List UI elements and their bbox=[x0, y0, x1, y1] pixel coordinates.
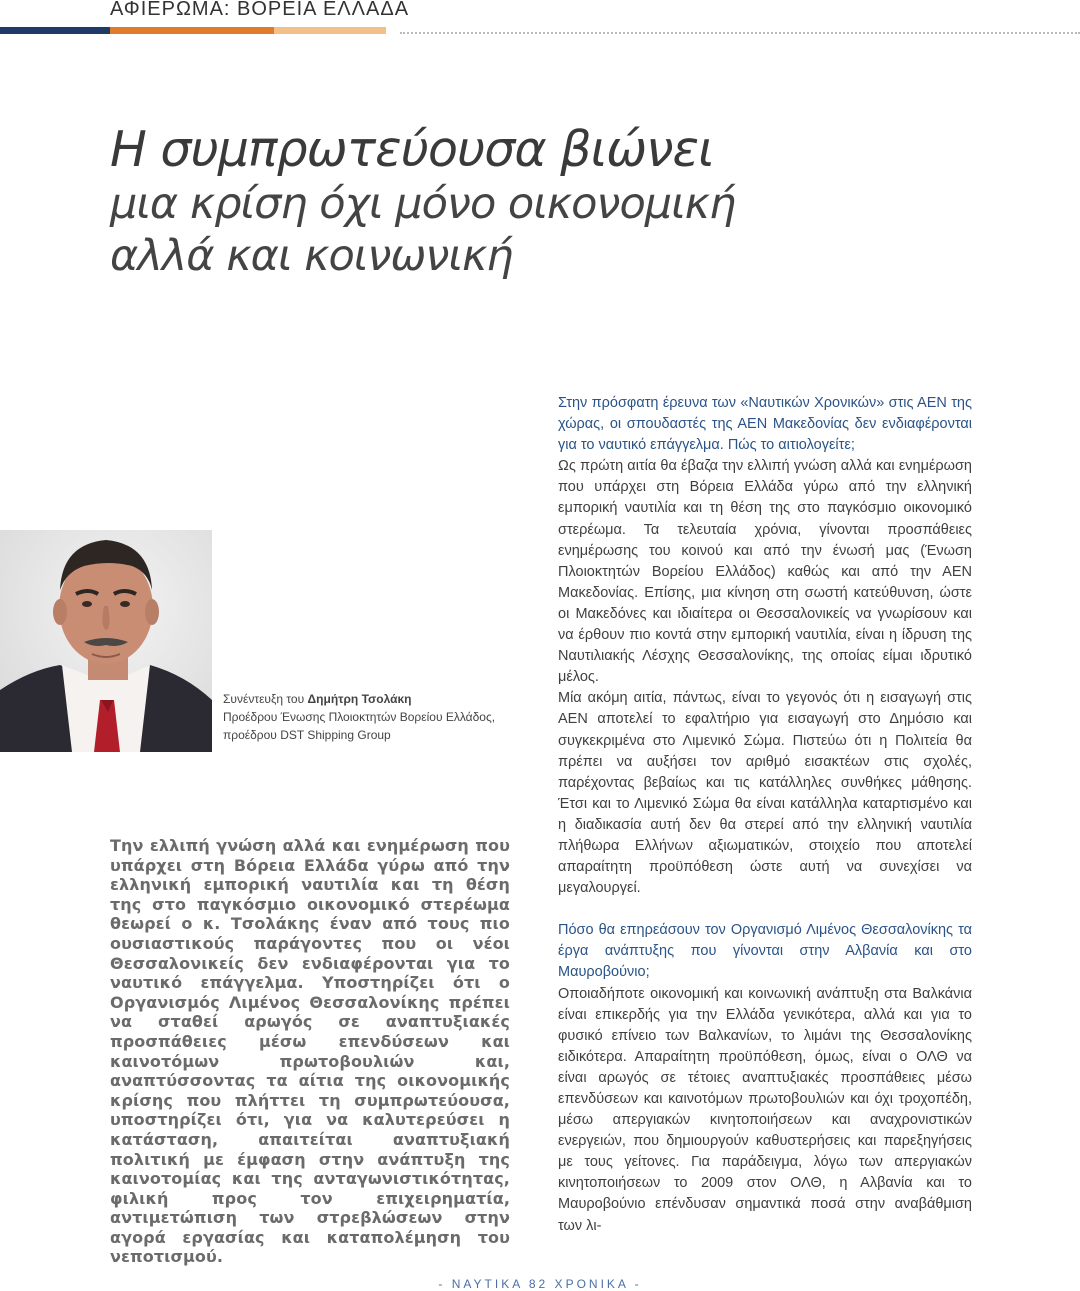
question-2: Πόσο θα επηρεάσουν τον Οργανισμό Λιμένος Θεσσαλονίκης τα έργα ανάπτυξης που γίνονται στην Αλβανία και στο Μαυροβούνιο; bbox=[558, 922, 972, 981]
caption-prefix: Συνέντευξη του bbox=[223, 692, 308, 706]
headline-line-1: Η συμπρωτεύουσα βιώνει bbox=[110, 121, 714, 178]
question-1: Στην πρόσφατη έρευνα των «Ναυτικών Χρονικών» στις ΑΕΝ της χώρας, οι σπουδαστές της ΑΕΝ Μακεδονίας δεν ενδιαφέρονται για το ναυτικό επάγγελμα. Πώς το αιτιολογείτε; bbox=[558, 395, 972, 454]
section-label: ΑΦΙΕΡΩΜΑ: ΒΟΡΕΙΑ ΕΛΛΑΔΑ bbox=[110, 0, 410, 20]
article-body bbox=[558, 393, 972, 1237]
caption-first-line bbox=[223, 690, 533, 708]
caption-name: Δημήτρη Τσολάκη bbox=[307, 692, 412, 706]
caption-role-2: προέδρου DST Shipping Group bbox=[223, 728, 391, 742]
caption-role-1: Προέδρου Ένωσης Πλοιοκτητών Βορείου Ελλάδος, bbox=[223, 710, 496, 724]
answer-1-paragraph-2: Μία ακόμη αιτία, πάντως, είναι το γεγονός ότι η εισαγωγή στις ΑΕΝ αποτελεί το εφαλτήριο για εισαγωγή στο Δημόσιο και συγκεκριμένα στο Λιμενικό Σώμα. Πιστεύω ότι η Πολιτεία θα πρέπει να αυξήσει τον αριθμό εισακτέων στις σχολές, παρέχοντας βεβαίως και τις κατάλληλες συνθήκες μάθησης. Έτσι και το Λιμενικό Σώμα θα είναι κατάλληλα καταρτισμένο και η διαδικασία αυτή δεν θα στερεί από την ελληνική ναυτιλία πλήθωρα Ελλήνων αξιωματικών, στοιχείο που αποτελεί απαραίτητη προϋπόθεση ώστε αυτή να συνεχίσει να μεγαλουργεί. bbox=[558, 690, 972, 897]
photo-caption bbox=[223, 690, 533, 744]
header-bar-peach bbox=[274, 27, 386, 34]
answer-1-paragraph-1: Ως πρώτη αιτία θα έβαζα την ελλιπή γνώση αλλά και ενημέρωση που υπάρχει στη Βόρεια Ελλάδα γύρω από την ελληνική εμπορική ναυτιλία και τη θέση της στο παγκόσμιο οικονομικό στερέωμα. Τα τελευταία χρόνια, γίνονται προσπάθειες ενημέρωσης του κοινού και από την ένωσή μας (Ένωση Πλοιοκτητών Βορείου Ελλάδος) καθώς και από την ΑΕΝ Μακεδονίας. Επίσης, μια κίνηση στη σωστή κατεύθυνση, ώστε οι Μακεδόνες και ιδιαίτερα οι Θεσσαλονικείς να γνωρίσουν και να έρθουν πιο κοντά στην εμπορική ναυτιλία, είναι η ίδρυση της Ναυτιλιακής Λέσχης Θεσσαλονίκης, της οποίας είμαι ιδρυτικό μέλος. bbox=[558, 458, 972, 686]
header-dotted-rule bbox=[400, 32, 1080, 34]
lead-paragraph: Την ελλιπή γνώση αλλά και ενημέρωση που υπάρχει στη Βόρεια Ελλάδα γύρω από την ελληνική εμπορική ναυτιλία και τη θέση της στο παγκόσμιο οικονομικό στερέωμα θεωρεί ο κ. Τσολάκης έναν από τους πιο ουσιαστικούς παράγοντες που οι νέοι Θεσσαλονικείς δεν ενδιαφέρονται για το ναυτικό επάγγελμα. Υποστηρίζει ότι ο Οργανισμός Λιμένος Θεσσαλονίκης πρέπει να σταθεί αρωγός σε αναπτυξιακές προσπάθειες μέσω επενδύσεων και καινοτόμων πρωτοβουλιών και, αναπτύσσοντας τα αίτια της οικονομικής κρίσης που πλήττει τη συμπρωτεύουσα, υποστηρίζει ότι, για να καλυτερεύσει η κατάσταση, απαιτείται αναπτυξιακή πολιτική με έμφαση στην ανάπτυξη της καινοτομίας και της ανταγωνιστικότητας, φιλική προς τον επιχειρηματία, αντιμετώπιση των στρεβλώσεων στην αγορά εργασίας και καταπολέμηση του νεποτισμού. bbox=[110, 836, 510, 1267]
header-bar-orange bbox=[110, 27, 274, 34]
header-bar-navy bbox=[0, 27, 110, 34]
interviewee-photo bbox=[0, 530, 212, 752]
headline-line-2: μια κρίση όχι μόνο οικονομική bbox=[110, 179, 736, 229]
page-footer: - ΝΑΥΤΙΚΑ 82 ΧΡΟΝΙΚΑ - bbox=[438, 1277, 642, 1291]
answer-2-paragraph-1: Οποιαδήποτε οικονομική και κοινωνική ανάπτυξη στα Βαλκάνια είναι επικερδής για την Ελλάδα γενικότερα, αλλά και για το φυσικό επίνειο των Βαλκανίων, το λιμάνι της Θεσσαλονίκης ειδικότερα. Απαραίτητη προϋπόθεση, όμως, είναι ο ΟΛΘ να είναι αρωγός σε τέτοιες αναπτυξιακές προσπάθειες μέσω επενδύσεων και καινοτόμων πρωτοβουλιών και όχι τροχοπέδη, μέσω απεργιακών κινητοποιήσεων και αναχρονιστικών ενεργειών, που δημιουργούν καθυστερήσεις και παρεξηγήσεις με τους γείτονες. Για παράδειγμα, λόγω των απεργιακών κινητοποιήσεων το 2009 στον ΟΛΘ, η Αλβανία και το Μαυροβούνιο επένδυσαν σημαντικά ποσά στην αναβάθμιση των λι- bbox=[558, 985, 972, 1234]
headline bbox=[110, 122, 810, 282]
headline-line-3: αλλά και κοινωνική bbox=[110, 231, 513, 281]
